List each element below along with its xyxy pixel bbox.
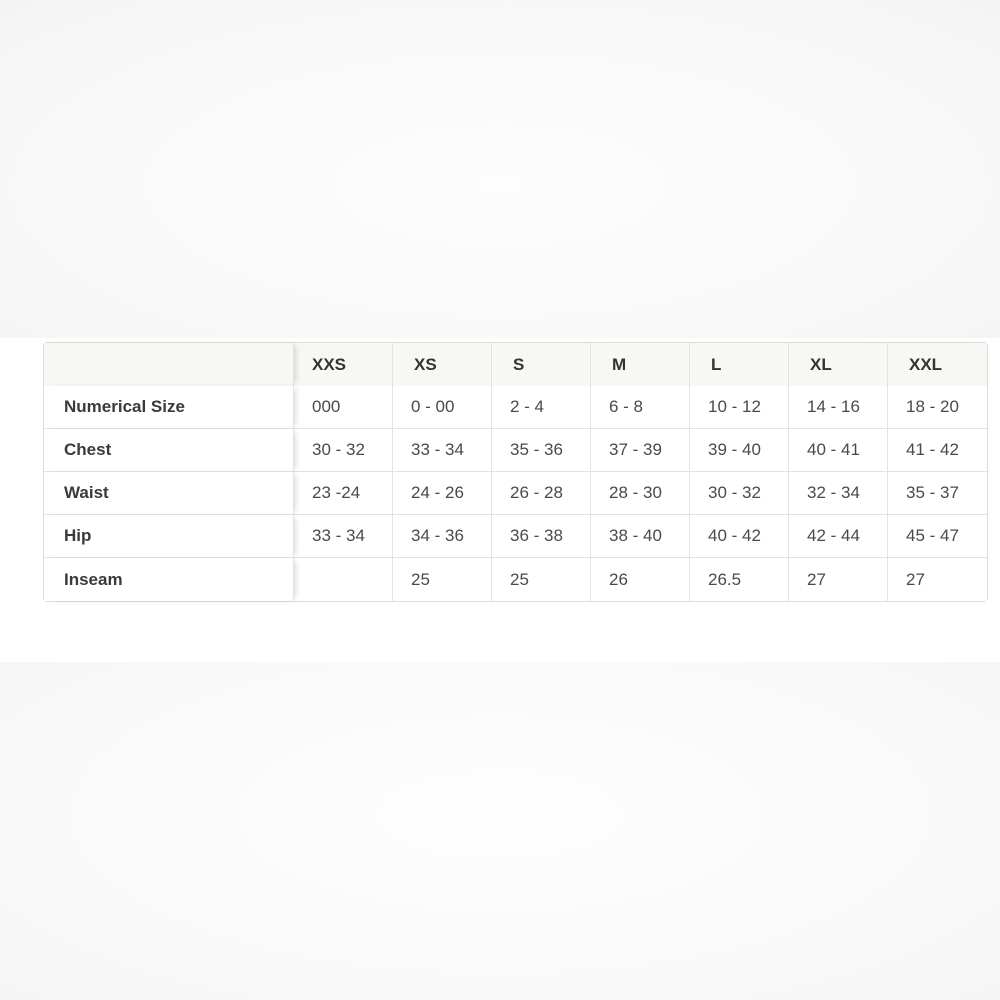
table-cell: 23 -24 [294, 472, 393, 515]
table-cell: 27 [789, 558, 888, 601]
table-row-inseam [44, 558, 987, 601]
table-cell: 38 - 40 [591, 515, 690, 558]
header-corner-cell [44, 343, 294, 386]
header-size-xxl: XXL [888, 343, 987, 386]
table-cell: 40 - 41 [789, 429, 888, 472]
row-label-chest: Chest [44, 429, 294, 472]
table-cell: 14 - 16 [789, 386, 888, 429]
table-cell: 42 - 44 [789, 515, 888, 558]
table-cell: 26 - 28 [492, 472, 591, 515]
table-cell: 33 - 34 [294, 515, 393, 558]
background-bottom [0, 662, 1000, 1000]
table-cell: 25 [492, 558, 591, 601]
table-cell: 2 - 4 [492, 386, 591, 429]
table-cell: 26 [591, 558, 690, 601]
table-cell [294, 558, 393, 601]
table-row-numerical-size [44, 386, 987, 429]
row-label-waist: Waist [44, 472, 294, 515]
table-cell: 30 - 32 [294, 429, 393, 472]
table-row-waist [44, 472, 987, 515]
table-cell: 37 - 39 [591, 429, 690, 472]
header-size-m: M [591, 343, 690, 386]
table-cell: 32 - 34 [789, 472, 888, 515]
table-cell: 18 - 20 [888, 386, 987, 429]
table-cell: 6 - 8 [591, 386, 690, 429]
table-cell: 35 - 36 [492, 429, 591, 472]
table-cell: 10 - 12 [690, 386, 789, 429]
background-top [0, 0, 1000, 338]
header-row [44, 343, 987, 386]
size-chart-table [43, 342, 988, 602]
table-cell: 39 - 40 [690, 429, 789, 472]
table-row-chest [44, 429, 987, 472]
header-size-s: S [492, 343, 591, 386]
table-cell: 40 - 42 [690, 515, 789, 558]
row-label-inseam: Inseam [44, 558, 294, 601]
row-label-hip: Hip [44, 515, 294, 558]
table-cell: 25 [393, 558, 492, 601]
row-label-numerical-size: Numerical Size [44, 386, 294, 429]
table-cell: 45 - 47 [888, 515, 987, 558]
table-cell: 34 - 36 [393, 515, 492, 558]
header-size-xxs: XXS [294, 343, 393, 386]
table-cell: 36 - 38 [492, 515, 591, 558]
table-cell: 000 [294, 386, 393, 429]
header-size-xl: XL [789, 343, 888, 386]
table-cell: 41 - 42 [888, 429, 987, 472]
table-cell: 35 - 37 [888, 472, 987, 515]
table-cell: 0 - 00 [393, 386, 492, 429]
table-cell: 27 [888, 558, 987, 601]
table-cell: 26.5 [690, 558, 789, 601]
table-cell: 30 - 32 [690, 472, 789, 515]
header-size-l: L [690, 343, 789, 386]
table-cell: 24 - 26 [393, 472, 492, 515]
table-row-hip [44, 515, 987, 558]
table-cell: 28 - 30 [591, 472, 690, 515]
header-size-xs: XS [393, 343, 492, 386]
table-cell: 33 - 34 [393, 429, 492, 472]
